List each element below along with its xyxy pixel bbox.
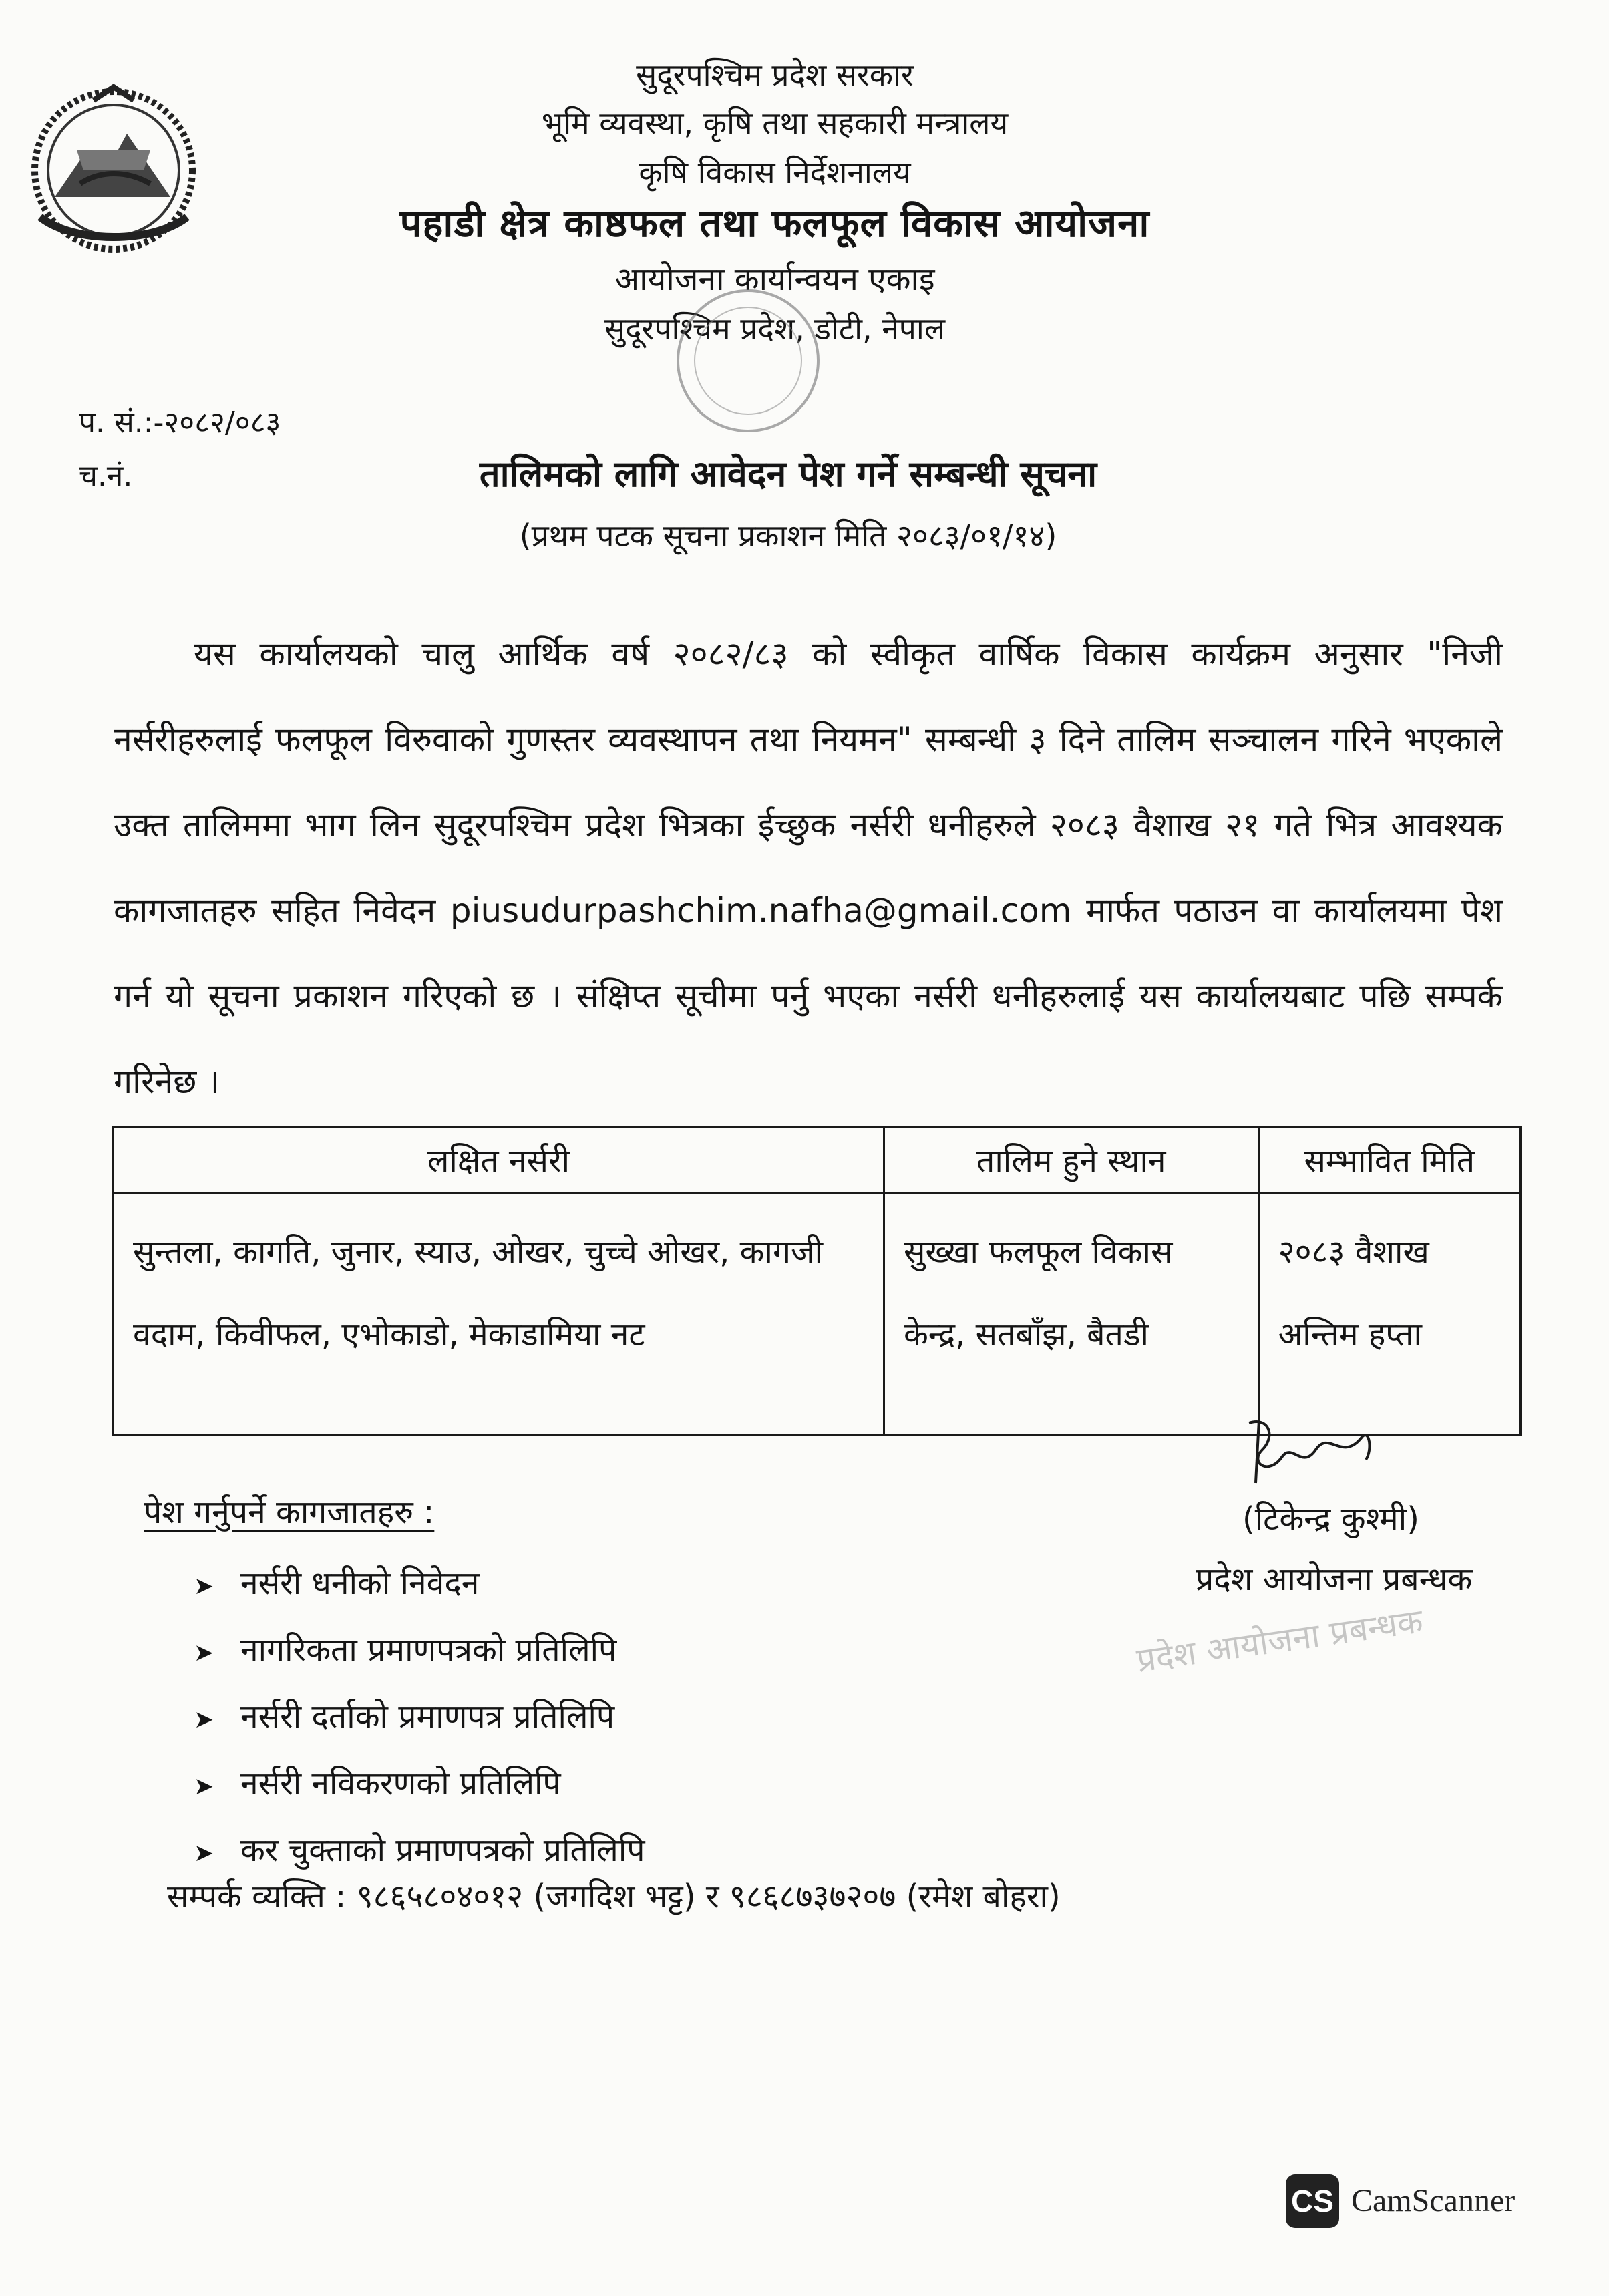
header-ministry: भूमि व्यवस्था, कृषि तथा सहकारी मन्त्रालय	[541, 105, 1009, 141]
notice-title: तालिमको लागि आवेदन पेश गर्ने सम्बन्धी सूचना	[479, 453, 1097, 495]
table-row	[114, 1194, 1521, 1436]
office-seal-icon	[661, 281, 835, 441]
arrow-bullet-icon: ➤	[194, 1706, 214, 1734]
documents-heading: पेश गर्नुपर्ने कागजातहरु :	[144, 1494, 435, 1531]
table-header-venue: तालिम हुने स्थान	[884, 1127, 1258, 1194]
notice-subtitle: (प्रथम पटक सूचना प्रकाशन मिति २०८३/०१/१४)	[519, 518, 1057, 554]
reference-number: प. सं.:-२०८२/०८३	[79, 405, 281, 440]
cell-date: २०८३ वैशाख अन्तिम हप्ता	[1258, 1194, 1520, 1436]
contact-person: सम्पर्क व्यक्ति : ९८६५८०४०१२ (जगदिश भट्ट) र ९८६८७३७२०७ (रमेश बोहरा)	[167, 1878, 1061, 1915]
arrow-bullet-icon: ➤	[194, 1639, 214, 1667]
table-header-target-nursery: लक्षित नर्सरी	[114, 1127, 884, 1194]
camscanner-label: CamScanner	[1351, 2183, 1515, 2219]
header-project-name: पहाडी क्षेत्र काष्ठफल तथा फलफूल विकास आयोजना	[399, 200, 1150, 246]
arrow-bullet-icon: ➤	[194, 1573, 214, 1600]
list-item	[194, 1550, 645, 1617]
list-item	[194, 1750, 645, 1817]
nepal-emblem-icon	[13, 70, 214, 271]
table-header-row	[114, 1127, 1521, 1194]
dispatch-number: च.नं.	[79, 459, 133, 493]
training-table	[112, 1126, 1522, 1436]
arrow-bullet-icon: ➤	[194, 1840, 214, 1867]
document-item-label: नर्सरी दर्ताको प्रमाणपत्र प्रतिलिपि	[240, 1698, 615, 1736]
notice-body: यस कार्यालयको चालु आर्थिक वर्ष २०८२/८३ को स्वीकृत वार्षिक विकास कार्यक्रम अनुसार "निजी नर्सरीहरुलाई फलफूल विरुवाको गुणस्तर व्यवस्थापन तथा नियमन" सम्बन्धी ३ दिने तालिम सञ्चालन गरिने भएकाले उक्त तालिममा भाग लिन सुदूरपश्चिम प्रदेश भित्रका ईच्छुक नर्सरी धनीहरुले २०८३ वैशाख २१ गते भित्र आवश्यक कागजातहरु सहित निवेदन piusudurpashchim.nafha@gmail.com मार्फत पठाउन वा कार्यालयमा पेश गर्न यो सूचना प्रकाशन गरिएको छ । संक्षिप्त सूचीमा पर्नु भएका नर्सरी धनीहरुलाई यस कार्यालयबाट पछि सम्पर्क गरिनेछ ।	[114, 635, 1503, 1101]
document-item-label: नर्सरी धनीको निवेदन	[240, 1565, 480, 1602]
cell-venue: सुख्खा फलफूल विकास केन्द्र, सतबाँझ, बैतडी	[884, 1194, 1258, 1436]
document-item-label: कर चुक्ताको प्रमाणपत्रको प्रतिलिपि	[240, 1832, 645, 1869]
table-header-date: सम्भावित मिति	[1258, 1127, 1520, 1194]
document-item-label: नागरिकता प्रमाणपत्रको प्रतिलिपि	[240, 1631, 617, 1669]
document-item-label: नर्सरी नविकरणको प्रतिलिपि	[240, 1765, 561, 1802]
header-province-government: सुदूरपश्चिम प्रदेश सरकार	[636, 57, 914, 93]
signatory-name: (टिकेन्द्र कुश्मी)	[1242, 1500, 1419, 1538]
list-item	[194, 1683, 645, 1750]
list-item	[194, 1617, 645, 1683]
header-directorate: कृषि विकास निर्देशनालय	[639, 154, 911, 190]
signatory-designation: प्रदेश आयोजना प्रबन्धक	[1196, 1561, 1473, 1598]
header-address: सुदूरपश्चिम प्रदेश, डोटी, नेपाल	[604, 311, 946, 347]
designation-stamp: प्रदेश आयोजना प्रबन्धक	[1134, 1601, 1425, 1680]
header-implementation-unit: आयोजना कार्यान्वयन एकाइ	[614, 261, 935, 298]
signature	[1229, 1410, 1389, 1490]
arrow-bullet-icon: ➤	[194, 1773, 214, 1800]
documents-list	[194, 1550, 645, 1884]
cell-target-nursery: सुन्तला, कागति, जुनार, स्याउ, ओखर, चुच्चे ओखर, कागजी वदाम, किवीफल, एभोकाडो, मेकाडामिया नट	[114, 1194, 884, 1436]
camscanner-logo-icon: CS	[1286, 2174, 1339, 2228]
